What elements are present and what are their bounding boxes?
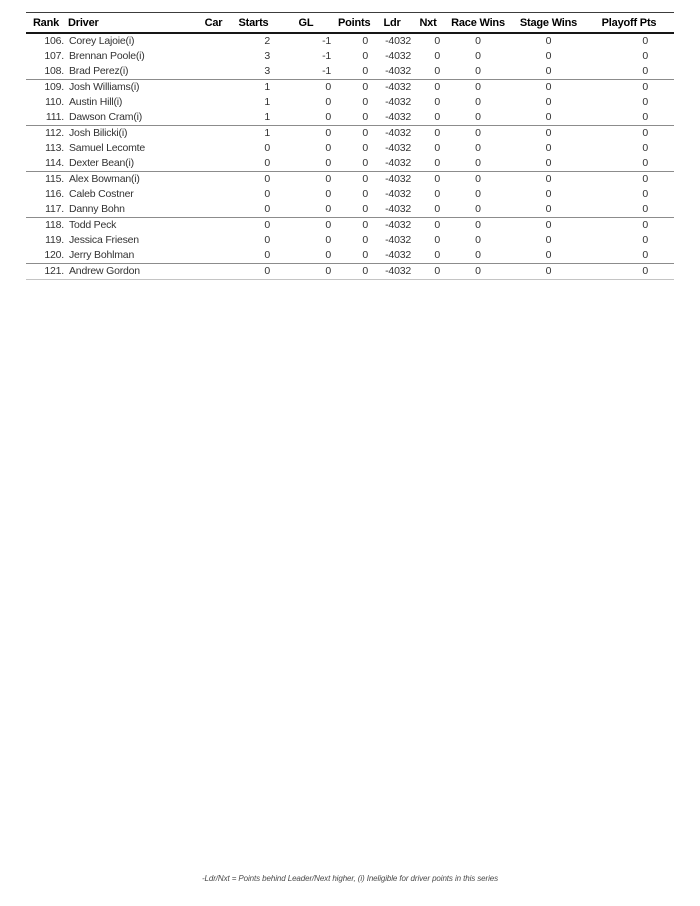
cell-starts: 1 <box>264 96 270 108</box>
standings-table-body <box>26 33 674 280</box>
cell-car <box>196 156 231 172</box>
cell-car <box>196 95 231 110</box>
cell-race_wins: 0 <box>475 96 481 108</box>
cell-nxt: 0 <box>434 35 440 47</box>
cell-rank: 120. <box>44 249 64 261</box>
cell-ldr: -4032 <box>371 218 413 234</box>
cell-points: 0 <box>336 126 371 142</box>
cell-driver: Corey Lajoie(i) <box>69 35 135 47</box>
cell-points: 0 <box>362 111 368 123</box>
cell-ldr: -4032 <box>385 50 411 62</box>
cell-playoff_pts: 0 <box>642 111 648 123</box>
cell-stage_wins: 0 <box>545 203 552 215</box>
table-row <box>26 156 674 172</box>
cell-gl: -1 <box>322 50 331 62</box>
cell-race_wins: 0 <box>443 264 513 280</box>
cell-rank: 112. <box>26 126 66 142</box>
cell-rank: 117. <box>45 203 64 215</box>
table-row <box>26 49 674 64</box>
table-row <box>26 264 674 280</box>
table-row <box>26 233 674 248</box>
table-header <box>26 13 674 34</box>
cell-starts: 3 <box>264 65 270 77</box>
cell-rank: 114. <box>45 157 64 169</box>
cell-playoff_pts: 0 <box>642 50 648 62</box>
cell-stage_wins: 0 <box>545 96 552 108</box>
cell-stage_wins: 0 <box>513 80 584 96</box>
cell-car <box>196 141 231 156</box>
cell-playoff_pts: 0 <box>584 264 674 280</box>
cell-gl: 0 <box>276 218 336 234</box>
cell-gl: 0 <box>325 157 331 169</box>
cell-starts: 1 <box>231 80 276 96</box>
header-rank: Rank <box>26 13 66 34</box>
header-points: Points <box>336 13 371 34</box>
cell-points: 0 <box>336 264 371 280</box>
cell-gl: 0 <box>276 80 336 96</box>
cell-stage_wins: 0 <box>513 172 584 188</box>
cell-ldr: -4032 <box>385 188 411 200</box>
cell-nxt: 0 <box>413 172 443 188</box>
cell-car <box>196 80 231 96</box>
cell-stage_wins: 0 <box>545 65 552 77</box>
cell-gl: 0 <box>325 249 331 261</box>
cell-nxt: 0 <box>434 249 440 261</box>
cell-driver: Caleb Costner <box>69 188 134 200</box>
cell-nxt: 0 <box>413 126 443 142</box>
cell-car <box>196 233 231 248</box>
cell-nxt: 0 <box>434 65 440 77</box>
cell-ldr: -4032 <box>385 157 411 169</box>
cell-playoff_pts: 0 <box>584 80 674 96</box>
table-row <box>26 110 674 126</box>
cell-ldr: -4032 <box>385 142 411 154</box>
header-nxt: Nxt <box>413 13 443 34</box>
cell-points: 0 <box>362 234 368 246</box>
legend-footnote: -Ldr/Nxt = Points behind Leader/Next higher, (i) Ineligible for driver points in this series <box>201 874 499 883</box>
cell-gl: -1 <box>322 65 331 77</box>
table-row <box>26 141 674 156</box>
cell-playoff_pts: 0 <box>642 188 648 200</box>
cell-rank: 118. <box>26 218 66 234</box>
standings-table-container <box>26 12 674 280</box>
cell-playoff_pts: 0 <box>642 203 648 215</box>
cell-nxt: 0 <box>413 218 443 234</box>
cell-car <box>196 126 231 142</box>
cell-stage_wins: 0 <box>545 157 552 169</box>
cell-starts: 0 <box>231 218 276 234</box>
table-row <box>26 33 674 49</box>
cell-starts: 0 <box>264 234 270 246</box>
cell-stage_wins: 0 <box>513 264 584 280</box>
cell-playoff_pts: 0 <box>584 126 674 142</box>
cell-ldr: -4032 <box>371 80 413 96</box>
header-row <box>26 13 674 34</box>
cell-points: 0 <box>362 142 368 154</box>
cell-nxt: 0 <box>434 157 440 169</box>
cell-race_wins: 0 <box>443 80 513 96</box>
table-row <box>26 80 674 96</box>
standings-table <box>26 12 674 280</box>
cell-nxt: 0 <box>413 264 443 280</box>
cell-driver: Dawson Cram(i) <box>69 111 143 123</box>
cell-rank: 108. <box>44 65 64 77</box>
table-row <box>26 126 674 142</box>
table-row <box>26 218 674 234</box>
cell-driver: Brennan Poole(i) <box>69 50 145 62</box>
cell-ldr: -4032 <box>385 234 411 246</box>
cell-ldr: -4032 <box>385 35 411 47</box>
header-playoff-pts: Playoff Pts <box>584 13 674 34</box>
cell-driver: Josh Bilicki(i) <box>66 126 196 142</box>
cell-stage_wins: 0 <box>545 188 552 200</box>
cell-points: 0 <box>362 50 368 62</box>
cell-rank: 107. <box>44 50 64 62</box>
cell-race_wins: 0 <box>475 65 481 77</box>
cell-rank: 110. <box>45 96 64 108</box>
cell-playoff_pts: 0 <box>642 96 648 108</box>
table-row <box>26 172 674 188</box>
cell-car <box>196 172 231 188</box>
cell-race_wins: 0 <box>443 218 513 234</box>
cell-starts: 0 <box>231 264 276 280</box>
cell-car <box>196 110 231 126</box>
cell-gl: 0 <box>276 172 336 188</box>
cell-points: 0 <box>336 218 371 234</box>
cell-rank: 121. <box>26 264 66 280</box>
cell-gl: -1 <box>322 35 331 47</box>
cell-ldr: -4032 <box>371 172 413 188</box>
cell-race_wins: 0 <box>443 172 513 188</box>
cell-ldr: -4032 <box>371 264 413 280</box>
cell-nxt: 0 <box>434 111 440 123</box>
cell-rank: 116. <box>45 188 64 200</box>
cell-gl: 0 <box>325 96 331 108</box>
cell-points: 0 <box>362 249 368 261</box>
cell-nxt: 0 <box>434 50 440 62</box>
cell-points: 0 <box>362 157 368 169</box>
cell-nxt: 0 <box>434 203 440 215</box>
cell-stage_wins: 0 <box>513 126 584 142</box>
cell-playoff_pts: 0 <box>642 35 648 47</box>
cell-playoff_pts: 0 <box>642 234 648 246</box>
cell-rank: 113. <box>45 142 64 154</box>
cell-gl: 0 <box>325 111 331 123</box>
cell-rank: 115. <box>26 172 66 188</box>
cell-stage_wins: 0 <box>545 35 552 47</box>
cell-starts: 0 <box>264 249 270 261</box>
cell-starts: 1 <box>264 111 270 123</box>
cell-playoff_pts: 0 <box>584 172 674 188</box>
cell-gl: 0 <box>325 234 331 246</box>
cell-starts: 0 <box>231 172 276 188</box>
cell-car <box>196 264 231 280</box>
cell-playoff_pts: 0 <box>584 218 674 234</box>
header-gl: GL <box>276 13 336 34</box>
header-car: Car <box>196 13 231 34</box>
cell-driver: Brad Perez(i) <box>69 65 129 77</box>
cell-race_wins: 0 <box>475 203 481 215</box>
cell-driver: Jerry Bohlman <box>69 249 135 261</box>
cell-playoff_pts: 0 <box>642 65 648 77</box>
cell-stage_wins: 0 <box>545 50 552 62</box>
cell-ldr: -4032 <box>385 111 411 123</box>
cell-rank: 111. <box>45 111 64 123</box>
cell-driver: Dexter Bean(i) <box>69 157 134 169</box>
cell-driver: Danny Bohn <box>69 203 125 215</box>
cell-gl: 0 <box>325 188 331 200</box>
cell-race_wins: 0 <box>475 234 481 246</box>
cell-ldr: -4032 <box>385 249 411 261</box>
cell-stage_wins: 0 <box>545 111 552 123</box>
cell-rank: 119. <box>45 234 64 246</box>
cell-starts: 0 <box>264 142 270 154</box>
cell-gl: 0 <box>325 142 331 154</box>
cell-race_wins: 0 <box>475 35 481 47</box>
cell-car <box>196 202 231 218</box>
cell-car <box>196 64 231 80</box>
table-row <box>26 187 674 202</box>
cell-starts: 0 <box>264 157 270 169</box>
header-stage-wins: Stage Wins <box>513 13 584 34</box>
cell-playoff_pts: 0 <box>642 249 648 261</box>
cell-starts: 0 <box>264 188 270 200</box>
cell-points: 0 <box>362 65 368 77</box>
cell-starts: 0 <box>264 203 270 215</box>
cell-playoff_pts: 0 <box>642 142 648 154</box>
cell-race_wins: 0 <box>475 188 481 200</box>
cell-race_wins: 0 <box>475 142 481 154</box>
table-row <box>26 95 674 110</box>
cell-driver: Jessica Friesen <box>69 234 139 246</box>
cell-points: 0 <box>362 203 368 215</box>
cell-stage_wins: 0 <box>545 249 552 261</box>
cell-ldr: -4032 <box>385 65 411 77</box>
cell-stage_wins: 0 <box>513 218 584 234</box>
cell-car <box>196 218 231 234</box>
header-driver: Driver <box>66 13 196 34</box>
header-starts: Starts <box>231 13 276 34</box>
cell-race_wins: 0 <box>475 50 481 62</box>
cell-starts: 1 <box>231 126 276 142</box>
cell-rank: 106. <box>44 35 64 47</box>
cell-race_wins: 0 <box>475 157 481 169</box>
cell-driver: Todd Peck <box>66 218 196 234</box>
cell-gl: 0 <box>325 203 331 215</box>
cell-nxt: 0 <box>434 142 440 154</box>
cell-playoff_pts: 0 <box>642 157 648 169</box>
cell-points: 0 <box>362 96 368 108</box>
cell-race_wins: 0 <box>443 126 513 142</box>
cell-gl: 0 <box>276 126 336 142</box>
cell-ldr: -4032 <box>385 96 411 108</box>
cell-ldr: -4032 <box>385 203 411 215</box>
header-ldr: Ldr <box>371 13 413 34</box>
table-row <box>26 64 674 80</box>
cell-car <box>196 187 231 202</box>
cell-points: 0 <box>362 35 368 47</box>
cell-starts: 3 <box>264 50 270 62</box>
cell-rank: 109. <box>26 80 66 96</box>
cell-race_wins: 0 <box>475 249 481 261</box>
cell-ldr: -4032 <box>371 126 413 142</box>
cell-points: 0 <box>336 172 371 188</box>
cell-starts: 2 <box>264 35 270 47</box>
cell-nxt: 0 <box>434 234 440 246</box>
cell-car <box>196 248 231 264</box>
cell-gl: 0 <box>276 264 336 280</box>
cell-driver: Samuel Lecomte <box>69 142 145 154</box>
cell-driver: Josh Williams(i) <box>66 80 196 96</box>
cell-points: 0 <box>362 188 368 200</box>
cell-nxt: 0 <box>434 96 440 108</box>
table-row <box>26 248 674 264</box>
cell-driver: Alex Bowman(i) <box>66 172 196 188</box>
cell-stage_wins: 0 <box>545 234 552 246</box>
header-race-wins: Race Wins <box>443 13 513 34</box>
cell-car <box>196 49 231 64</box>
cell-points: 0 <box>336 80 371 96</box>
cell-driver: Austin Hill(i) <box>69 96 123 108</box>
cell-car <box>196 33 231 49</box>
cell-nxt: 0 <box>413 80 443 96</box>
table-row <box>26 202 674 218</box>
cell-stage_wins: 0 <box>545 142 552 154</box>
cell-driver: Andrew Gordon <box>66 264 196 280</box>
cell-nxt: 0 <box>434 188 440 200</box>
cell-race_wins: 0 <box>475 111 481 123</box>
